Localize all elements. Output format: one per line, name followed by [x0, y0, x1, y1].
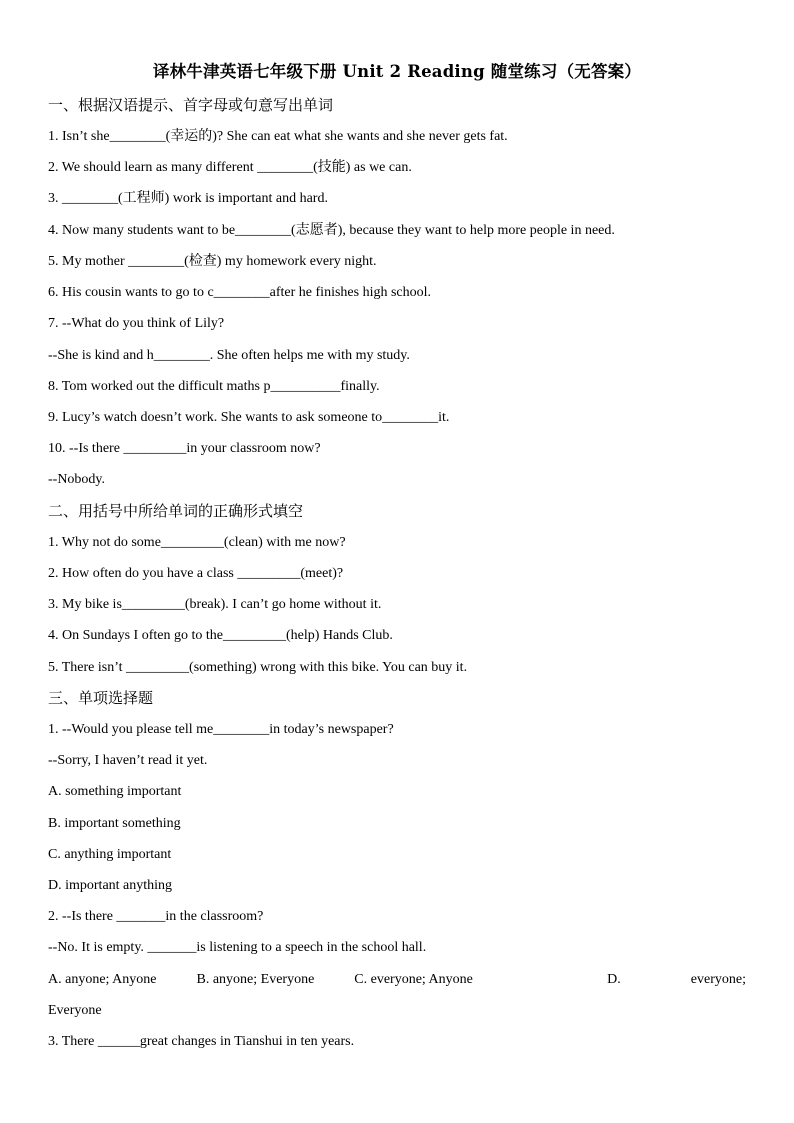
s1-line-11: 10. --Is there _________in your classroom now? — [48, 441, 321, 456]
s3-line-8: --No. It is empty. _______is listening to a speech in the school hall. — [48, 940, 427, 955]
s1-line-2: 2. We should learn as many different ________(技能) as we can. — [48, 160, 412, 175]
s1-line-6: 6. His cousin wants to go to c________after he finishes high school. — [48, 285, 432, 300]
section-1-heading: 一、根据汉语提示、首字母或句意写出单词 — [48, 96, 334, 114]
s3-line-3: A. something important — [48, 784, 182, 799]
s2-line-3: 3. My bike is_________(break). I can’t go home without it. — [48, 597, 382, 612]
s1-line-8: --She is kind and h________. She often helps me with my study. — [48, 348, 410, 363]
s2-line-5: 5. There isn’t _________(something) wrong with this bike. You can buy it. — [48, 660, 468, 675]
s3-line-4: B. important something — [48, 816, 181, 831]
q2-option-d-text: everyone; — [690, 972, 746, 987]
section-3-heading: 三、单项选择题 — [48, 689, 154, 707]
s3-line-7: 2. --Is there _______in the classroom? — [48, 909, 264, 924]
s2-line-4: 4. On Sundays I often go to the_________(help) Hands Club. — [48, 628, 393, 643]
q2-options-row — [48, 971, 746, 989]
s1-line-5: 5. My mother ________(检查) my homework every night. — [48, 254, 377, 269]
q2-option-b: B. anyone; Everyone — [196, 972, 315, 987]
q2-option-a: A. anyone; Anyone — [48, 972, 157, 987]
s1-line-10: 9. Lucy’s watch doesn’t work. She wants to ask someone to________it. — [48, 410, 450, 425]
q2-option-d-wrap: Everyone — [48, 1003, 102, 1018]
q2-option-c: C. everyone; Anyone — [354, 972, 473, 987]
s3-question-3: 3. There ______great changes in Tianshui in ten years. — [48, 1034, 355, 1049]
s3-line-6: D. important anything — [48, 878, 173, 893]
s2-line-2: 2. How often do you have a class _________(meet)? — [48, 566, 344, 581]
page-title: 译林牛津英语七年级下册 Unit 2 Reading 随堂练习（无答案） — [152, 62, 642, 81]
s1-line-7: 7. --What do you think of Lily? — [48, 316, 225, 331]
s1-line-4: 4. Now many students want to be________(志愿者), because they want to help more people in need. — [48, 223, 615, 238]
s1-line-9: 8. Tom worked out the difficult maths p__________finally. — [48, 379, 380, 394]
q2-option-d-label: D. — [607, 972, 621, 987]
s3-line-5: C. anything important — [48, 847, 172, 862]
s1-line-12: --Nobody. — [48, 472, 106, 487]
s1-line-1: 1. Isn’t she________(幸运的)? She can eat what she wants and she never gets fat. — [48, 129, 508, 144]
section-2-heading: 二、用括号中所给单词的正确形式填空 — [48, 502, 304, 520]
s3-line-1: 1. --Would you please tell me________in today’s newspaper? — [48, 722, 394, 737]
s3-line-2: --Sorry, I haven’t read it yet. — [48, 753, 208, 768]
s2-line-1: 1. Why not do some_________(clean) with me now? — [48, 535, 346, 550]
s1-line-3: 3. ________(工程师) work is important and hard. — [48, 191, 328, 206]
